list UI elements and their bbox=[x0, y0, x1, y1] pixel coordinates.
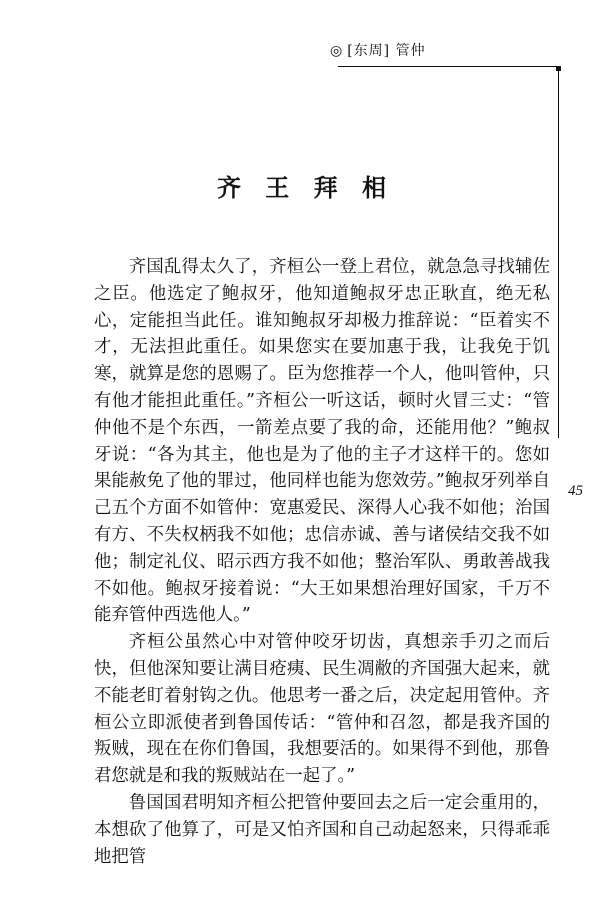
circle-mark-icon: ◎ bbox=[330, 43, 344, 59]
header-rule bbox=[338, 66, 556, 67]
page-number: 45 bbox=[568, 483, 583, 499]
paragraph-3: 鲁国国君明知齐桓公把管仲要回去之后一定会重用的，本想砍了他算了，可是又怕齐国和自己动起怒来，只得乖乖地把管 bbox=[94, 792, 550, 867]
running-header bbox=[330, 40, 560, 64]
side-rule bbox=[558, 66, 559, 438]
running-header-text: [东周] 管仲 bbox=[347, 43, 426, 59]
paragraph-2: 齐桓公虽然心中对管仲咬牙切齿，真想亲手刃之而后快，但他深知要让满目疮痍、民生凋敝的齐国强大起来，就不能老盯着射钩之仇。他思考一番之后，决定起用管仲。齐桓公立即派使者到鲁国传话：“管仲和召忽，都是我齐国的叛贼，现在在你们鲁国，我想要活的。如果得不到他，那鲁君您就是和我的叛贼站在一起了。” bbox=[94, 632, 550, 787]
body-text bbox=[94, 254, 550, 870]
chapter-title: 齐 王 拜 相 bbox=[216, 174, 395, 202]
paragraph-1: 齐国乱得太久了，齐桓公一登上君位，就急急寻找辅佐之臣。他选定了鲍叔牙，他知道鲍叔牙忠正耿直，绝无私心，定能担当此任。谁知鲍叔牙却极力推辞说：“臣着实不才，无法担此重任。如果您实在要加惠于我，让我免于饥寒，就算是您的恩赐了。臣为您推荐一个人，他叫管仲，只有他才能担此重任。”齐桓公一听这话，顿时火冒三丈：“管仲他不是个东西，一箭差点要了我的命，还能用他？”鲍叔牙说：“各为其主，他也是为了他的主子才这样干的。您如果能赦免了他的罪过，他同样也能为您效劳。”鲍叔牙列举自己五个方面不如管仲：宽惠爱民、深得人心我不如他；治国有方、不失权柄我不如他；忠信赤诚、善与诸侯结交我不如他；制定礼仪、昭示西方我不如他；整治军队、勇敢善战我不如他。鲍叔牙接着说：“大王如果想治理好国家，千万不能弃管仲西选他人。” bbox=[94, 257, 550, 626]
